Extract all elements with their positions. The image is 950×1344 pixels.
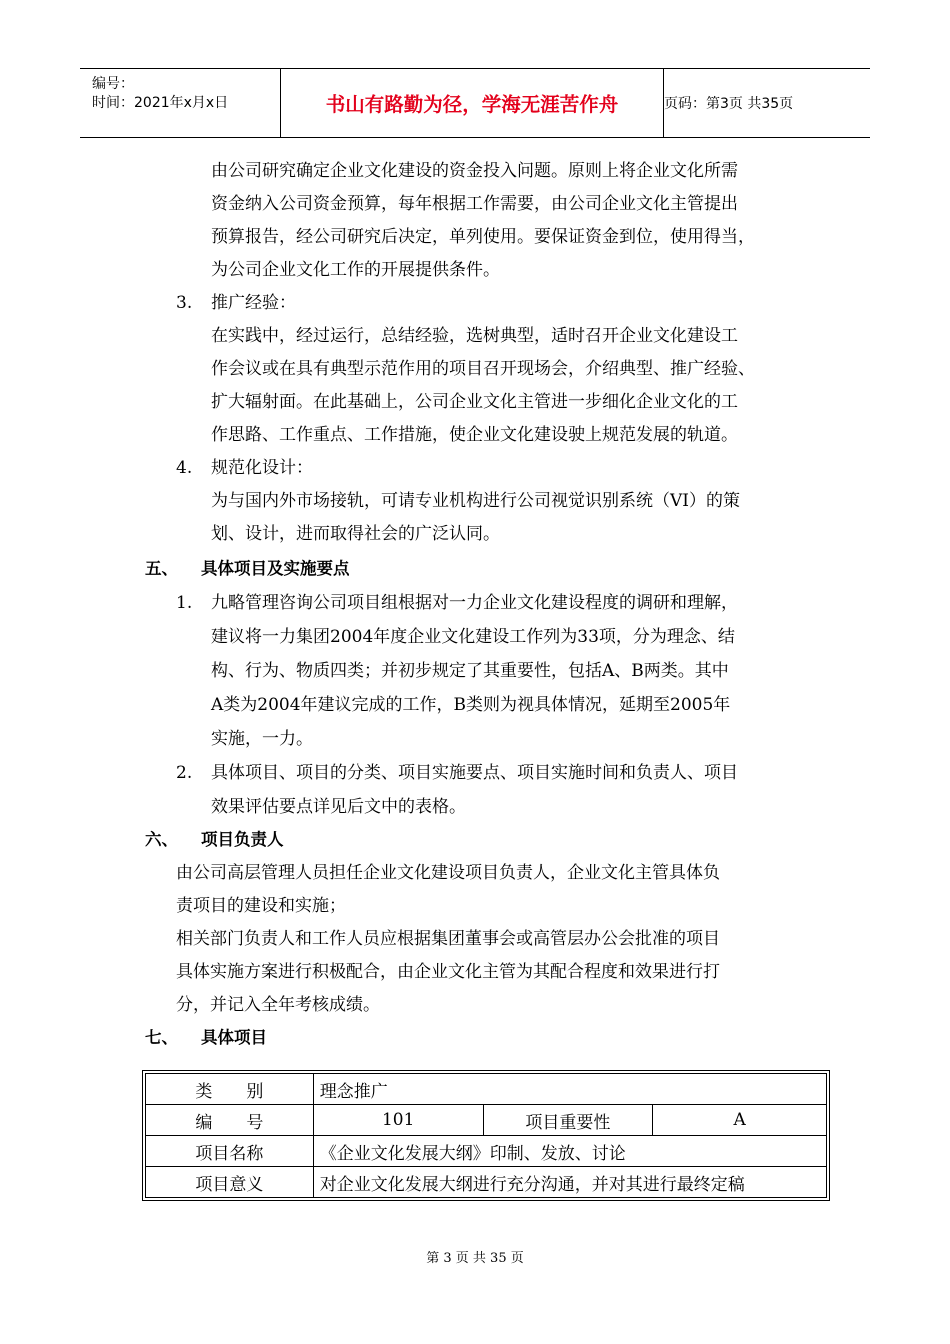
- sec5-item1-line: 建议将一力集团2004年度企业文化建设工作列为33项，分为理念、结: [211, 627, 735, 647]
- section5-number: 五、: [145, 559, 178, 578]
- number-label: 编 号: [146, 1105, 314, 1136]
- para1-line: 资金纳入公司资金预算，每年根据工作需要，由公司企业文化主管提出: [211, 194, 738, 214]
- section5-title: 具体项目及实施要点: [201, 559, 350, 578]
- importance-label: 项目重要性: [483, 1105, 653, 1136]
- table-row: [146, 1105, 827, 1136]
- sec5-item1-line: 实施，一力。: [211, 729, 313, 749]
- header-meta: [80, 69, 281, 137]
- meaning-value: 对企业文化发展大纲进行充分沟通，并对其进行最终定稿: [313, 1167, 826, 1198]
- section7-number: 七、: [145, 1028, 178, 1047]
- table-row: [146, 1136, 827, 1167]
- header-page-number: [664, 69, 870, 137]
- item3-line: 作思路、工作重点、工作措施，使企业文化建设驶上规范发展的轨道。: [211, 425, 738, 445]
- sec5-item2-number: 2.: [176, 763, 193, 783]
- item3-line: 扩大辐射面。在此基础上，公司企业文化主管进一步细化企业文化的工: [211, 392, 738, 412]
- number-value: 101: [313, 1105, 483, 1136]
- item4-title: 规范化设计：: [211, 458, 313, 478]
- page-label: 页码：第3页 共35页: [664, 96, 794, 112]
- sec5-item1-line: A类为2004年建议完成的工作，B类则为视具体情况，延期至2005年: [211, 695, 731, 715]
- page-footer: 第 3 页 共 35 页: [426, 1251, 524, 1266]
- section6-title: 项目负责人: [201, 830, 284, 849]
- para1-line: 由公司研究确定企业文化建设的资金投入问题。原则上将企业文化所需: [211, 161, 738, 181]
- section6-number: 六、: [145, 830, 178, 849]
- table-row: [146, 1074, 827, 1105]
- sec6-line: 由公司高层管理人员担任企业文化建设项目负责人，企业文化主管具体负: [176, 863, 720, 883]
- sec5-item2-line: 具体项目、项目的分类、项目实施要点、项目实施时间和负责人、项目: [211, 763, 738, 783]
- sec5-item1-number: 1.: [176, 593, 193, 613]
- importance-value: A: [653, 1105, 827, 1136]
- name-value: 《企业文化发展大纲》印制、发放、讨论: [313, 1136, 826, 1167]
- header-motto: 书山有路勤为径，学海无涯苦作舟: [281, 69, 664, 137]
- time-label: 时间：2021年x月x日: [92, 95, 229, 111]
- item3-line: 在实践中，经过运行，总结经验，选树典型，适时召开企业文化建设工: [211, 326, 738, 346]
- category-label: 类 别: [146, 1074, 314, 1105]
- section7-title: 具体项目: [201, 1028, 267, 1047]
- sec6-line: 具体实施方案进行积极配合，由企业文化主管为其配合程度和效果进行打: [176, 962, 720, 982]
- item4-line: 划、设计，进而取得社会的广泛认同。: [211, 524, 500, 544]
- category-value: 理念推广: [313, 1074, 826, 1105]
- sec5-item1-line: 九略管理咨询公司项目组根据对一力企业文化建设程度的调研和理解，: [211, 593, 738, 613]
- para1-line: 为公司企业文化工作的开展提供条件。: [211, 260, 500, 280]
- serial-label: 编号：: [92, 76, 134, 92]
- para1-line: 预算报告，经公司研究后决定，单列使用。要保证资金到位，使用得当，: [211, 227, 755, 247]
- item4-number: 4.: [176, 458, 193, 478]
- meaning-label: 项目意义: [146, 1167, 314, 1198]
- project-table: [145, 1073, 827, 1198]
- name-label: 项目名称: [146, 1136, 314, 1167]
- sec5-item1-line: 构、行为、物质四类；并初步规定了其重要性，包括A、B两类。其中: [211, 661, 729, 681]
- sec6-line: 相关部门负责人和工作人员应根据集团董事会或高管层办公会批准的项目: [176, 929, 720, 949]
- table-row: [146, 1167, 827, 1198]
- sec5-item2-line: 效果评估要点详见后文中的表格。: [211, 797, 466, 817]
- item4-line: 为与国内外市场接轨，可请专业机构进行公司视觉识别系统（VI）的策: [211, 491, 740, 511]
- sec6-line: 分，并记入全年考核成绩。: [176, 995, 380, 1015]
- sec6-line: 责项目的建设和实施；: [176, 896, 346, 916]
- item3-title: 推广经验：: [211, 293, 296, 313]
- item3-number: 3.: [176, 293, 193, 313]
- item3-line: 作会议或在具有典型示范作用的项目召开现场会，介绍典型、推广经验、: [211, 359, 755, 379]
- page-header: [80, 68, 870, 138]
